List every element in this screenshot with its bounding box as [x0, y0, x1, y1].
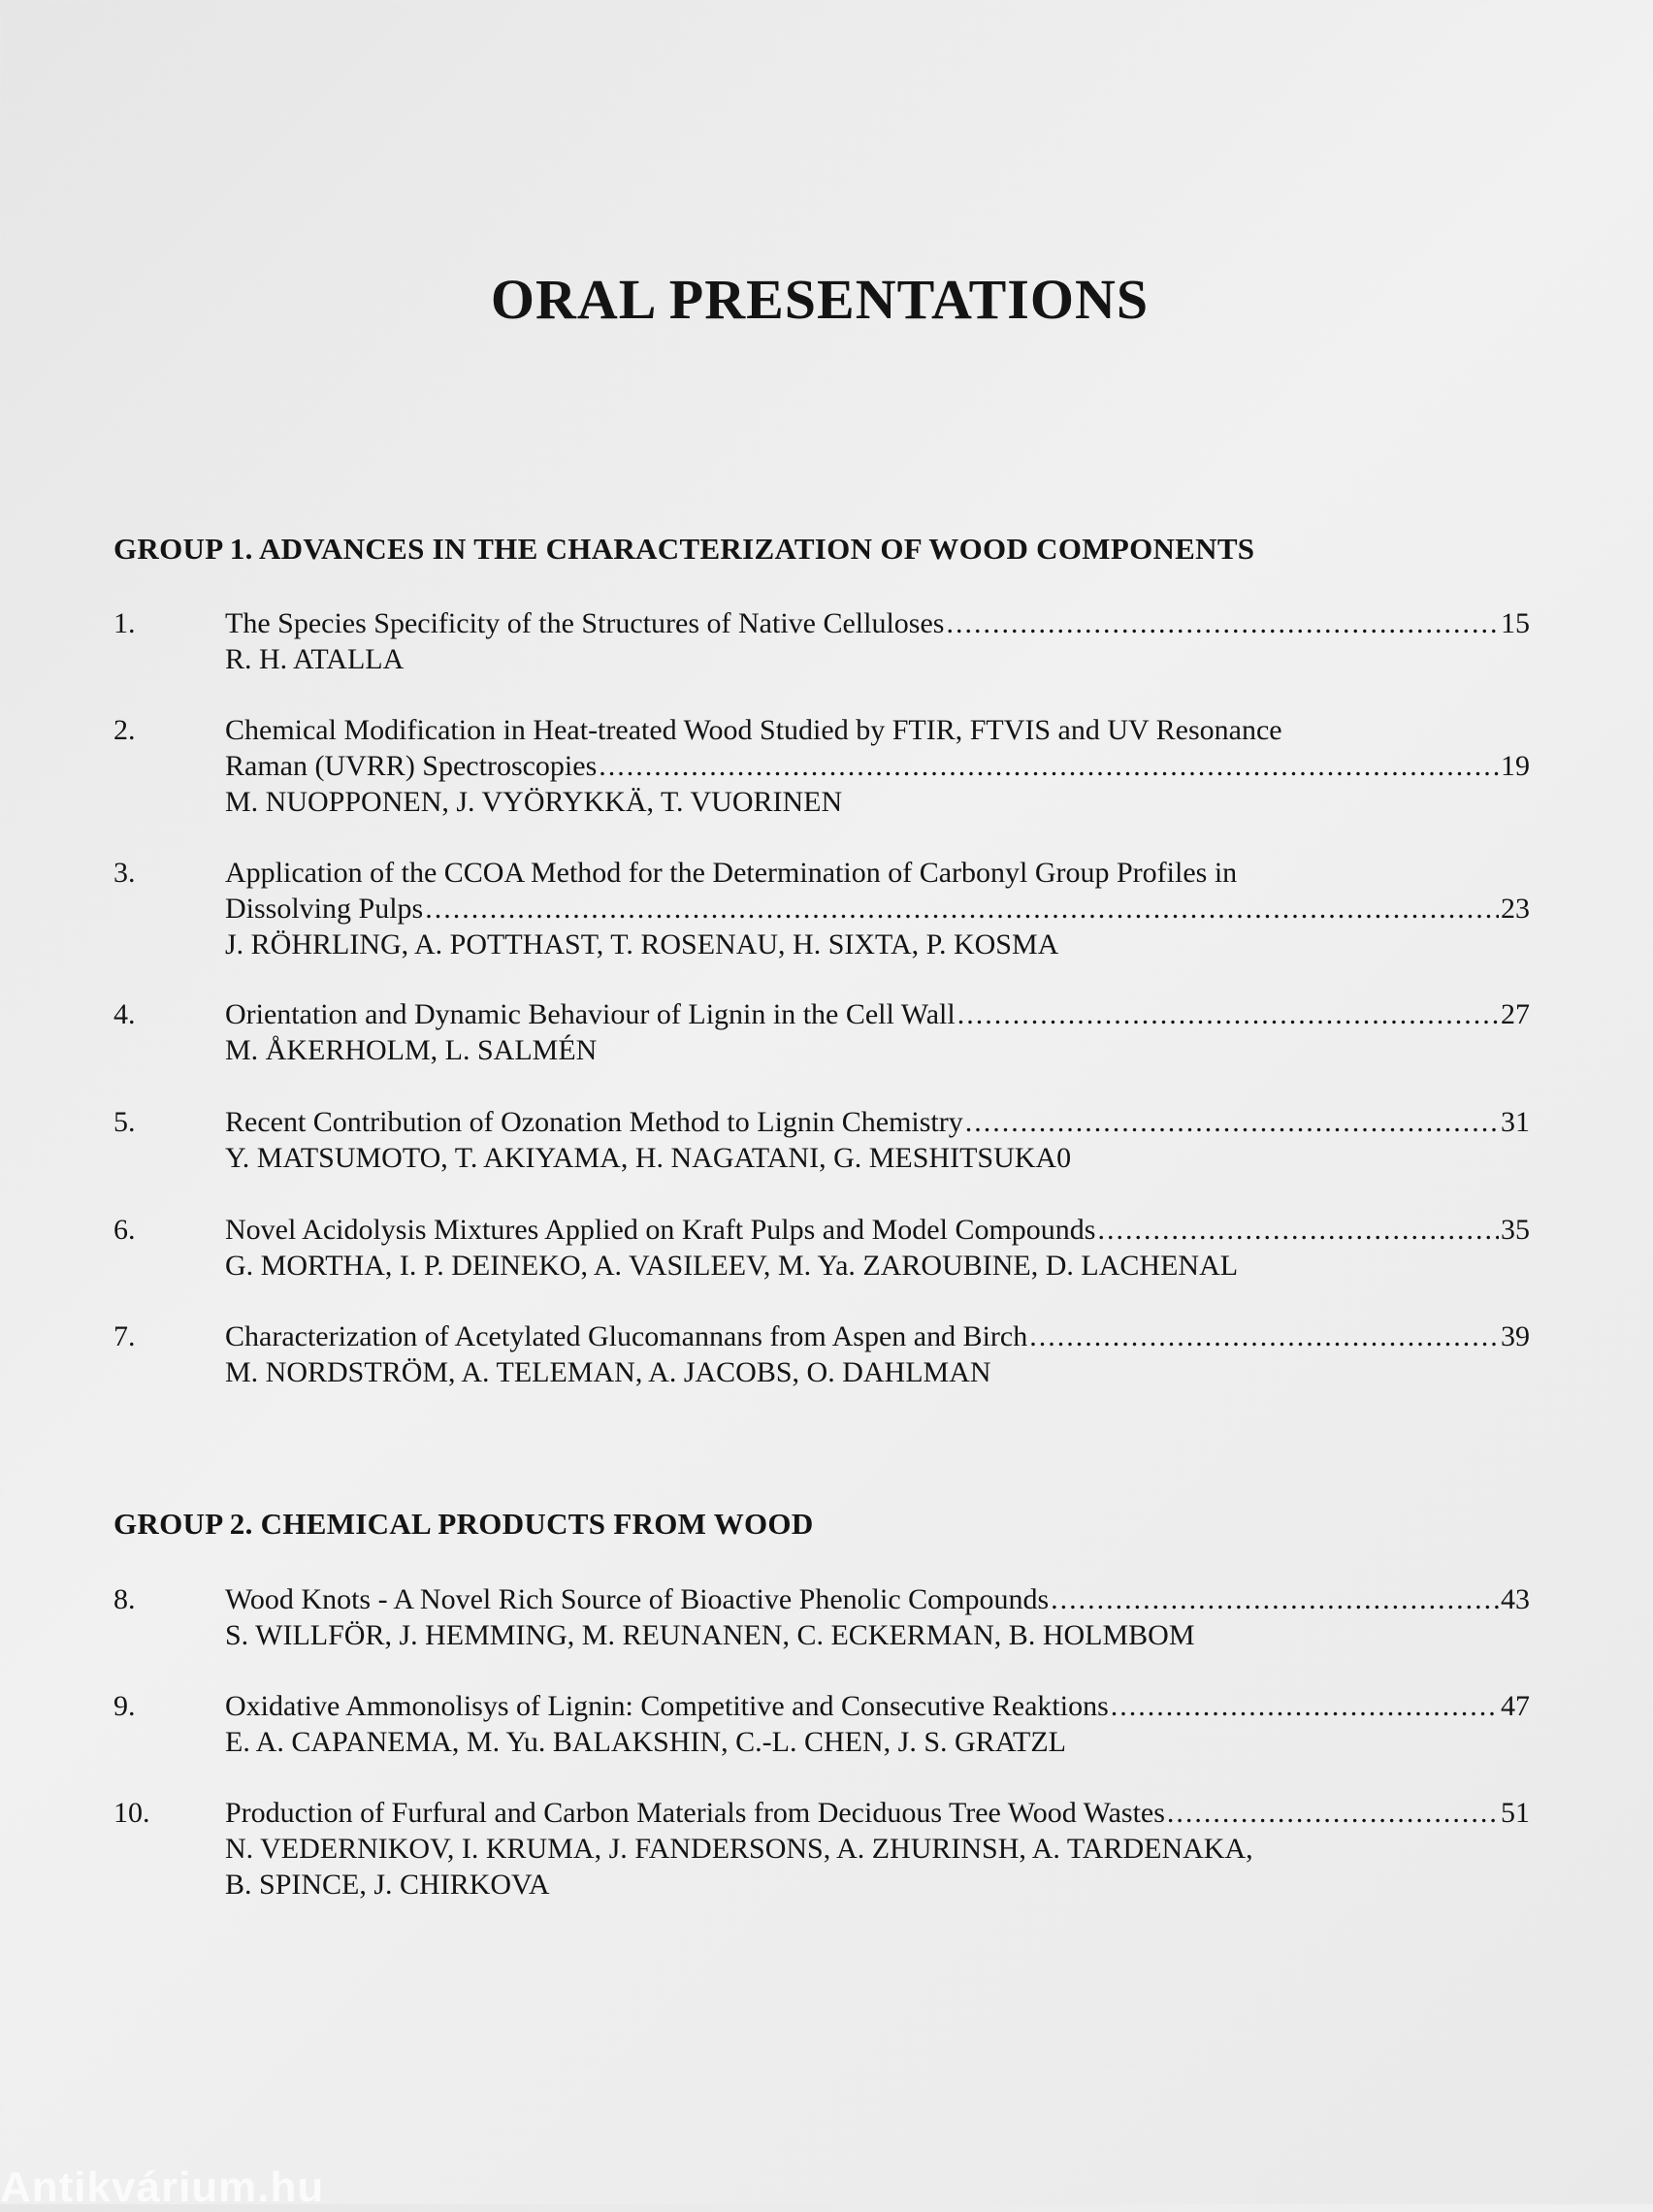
entry-title: Chemical Modification in Heat-treated Wood Studied by FTIR, FTVIS and UV Resonance	[225, 714, 1282, 746]
entry-title: Orientation and Dynamic Behaviour of Lignin in the Cell Wall	[225, 998, 956, 1030]
page-title: ORAL PRESENTATIONS	[490, 268, 1150, 331]
entry-title: Wood Knots - A Novel Rich Source of Bioactive Phenolic Compounds	[225, 1583, 1050, 1615]
entry-number: 8.	[113, 1583, 136, 1615]
entry-authors: M. NUOPPONEN, J. VYÖRYKKÄ, T. VUORINEN	[225, 786, 843, 818]
leader-dots	[599, 748, 1499, 784]
entry-authors-continued: B. SPINCE, J. CHIRKOVA	[225, 1869, 550, 1901]
entry-authors: R. H. ATALLA	[225, 643, 405, 675]
leader-dots	[957, 996, 1499, 1032]
entry-title: Application of the CCOA Method for the Determination of Carbonyl Group Profiles in	[225, 857, 1238, 889]
leader-dots	[946, 605, 1499, 641]
page-number: 43	[1501, 1583, 1530, 1615]
entry-authors: Y. MATSUMOTO, T. AKIYAMA, H. NAGATANI, G. MESHITSUKA0	[225, 1142, 1072, 1174]
page-number: 15	[1501, 607, 1530, 639]
entry-title: Oxidative Ammonolisys of Lignin: Competitive and Consecutive Reaktions	[225, 1690, 1109, 1722]
group-heading-1: GROUP 1. ADVANCES IN THE CHARACTERIZATION OF WOOD COMPONENTS	[113, 532, 1255, 566]
group-heading-2: GROUP 2. CHEMICAL PRODUCTS FROM WOOD	[113, 1507, 814, 1541]
entry-number: 2.	[113, 714, 136, 746]
entry-authors: N. VEDERNIKOV, I. KRUMA, J. FANDERSONS, A. ZHURINSH, A. TARDENAKA,	[225, 1833, 1253, 1865]
leader-dots	[1167, 1795, 1499, 1831]
entry-authors: M. ÅKERHOLM, L. SALMÉN	[225, 1034, 598, 1066]
entry-authors: E. A. CAPANEMA, M. Yu. BALAKSHIN, C.-L. CHEN, J. S. GRATZL	[225, 1726, 1067, 1758]
entry-title: Recent Contribution of Ozonation Method to Lignin Chemistry	[225, 1106, 963, 1138]
page-number: 47	[1501, 1690, 1530, 1722]
entry-number: 3.	[113, 857, 136, 889]
leader-dots	[1029, 1318, 1499, 1354]
leader-dots	[965, 1104, 1499, 1140]
entry-number: 1.	[113, 607, 136, 639]
entry-number: 7.	[113, 1320, 136, 1352]
leader-dots	[425, 891, 1499, 927]
entry-number: 9.	[113, 1690, 136, 1722]
entry-authors: S. WILLFÖR, J. HEMMING, M. REUNANEN, C. ECKERMAN, B. HOLMBOM	[225, 1619, 1195, 1651]
entry-title-continued: Raman (UVRR) Spectroscopies	[225, 750, 598, 782]
entry-authors: G. MORTHA, I. P. DEINEKO, A. VASILEEV, M. Ya. ZAROUBINE, D. LACHENAL	[225, 1250, 1239, 1282]
watermark: Antikvárium.hu	[0, 2163, 325, 2211]
leader-dots	[1097, 1212, 1499, 1248]
leader-dots	[1051, 1581, 1499, 1617]
entry-number: 6.	[113, 1214, 136, 1246]
page-number: 39	[1501, 1320, 1530, 1352]
entry-title: Characterization of Acetylated Glucomannans from Aspen and Birch	[225, 1320, 1028, 1352]
page-number: 35	[1501, 1214, 1530, 1246]
entry-authors: M. NORDSTRÖM, A. TELEMAN, A. JACOBS, O. DAHLMAN	[225, 1356, 991, 1388]
page-number: 23	[1501, 893, 1530, 925]
entry-number: 10.	[113, 1797, 150, 1829]
page-number: 19	[1501, 750, 1530, 782]
leader-dots	[1111, 1688, 1499, 1724]
page-number: 51	[1501, 1797, 1530, 1829]
entry-number: 4.	[113, 998, 136, 1030]
entry-title: Novel Acidolysis Mixtures Applied on Kraft Pulps and Model Compounds	[225, 1214, 1096, 1246]
page-number: 27	[1501, 998, 1530, 1030]
entry-number: 5.	[113, 1106, 136, 1138]
page-number: 31	[1501, 1106, 1530, 1138]
entry-authors: J. RÖHRLING, A. POTTHAST, T. ROSENAU, H. SIXTA, P. KOSMA	[225, 928, 1059, 960]
entry-title: The Species Specificity of the Structures of Native Celluloses	[225, 607, 945, 639]
entry-title: Production of Furfural and Carbon Materials from Deciduous Tree Wood Wastes	[225, 1797, 1165, 1829]
entry-title-continued: Dissolving Pulps	[225, 893, 424, 925]
